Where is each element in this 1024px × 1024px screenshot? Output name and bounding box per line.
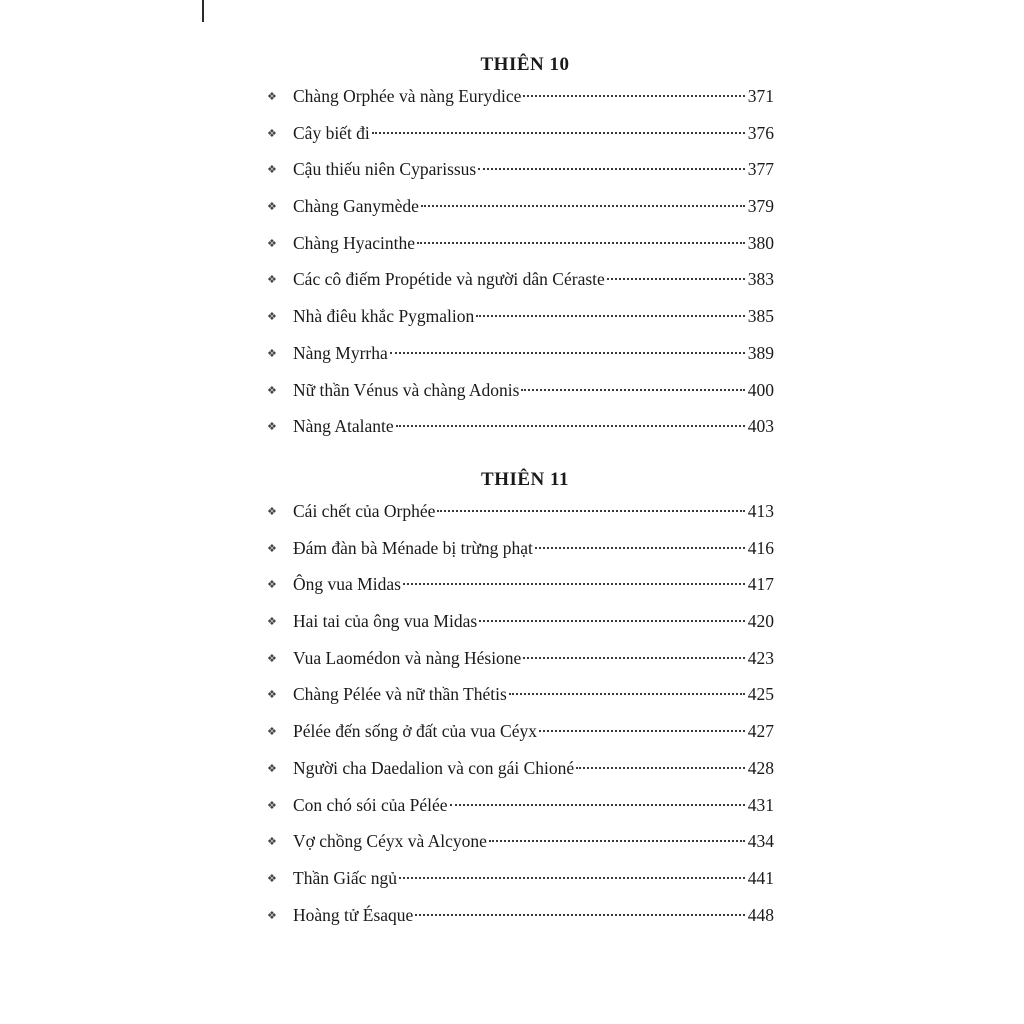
dot-leader [476, 315, 745, 317]
toc-entry [264, 86, 774, 123]
toc-entry [264, 269, 774, 306]
diamond-bullet-icon: ❖ [267, 201, 277, 214]
toc-entry-title: Vợ chồng Céyx và Alcyone [293, 831, 487, 852]
diamond-bullet-icon: ❖ [267, 652, 277, 665]
dot-leader [535, 547, 745, 549]
toc-entry-page-number: 383 [747, 269, 774, 290]
diamond-bullet-icon: ❖ [267, 347, 277, 360]
toc-entry-title: Nàng Myrrha [293, 342, 388, 363]
diamond-bullet-icon: ❖ [267, 311, 277, 324]
toc-entry-title: Vua Laomédon và nàng Hésione [293, 647, 522, 668]
dot-leader [417, 242, 745, 244]
toc-entry-page-number: 376 [747, 122, 774, 143]
toc-entry-title: Chàng Pélée và nữ thần Thétis [293, 684, 507, 705]
dot-leader [478, 168, 745, 170]
diamond-bullet-icon: ❖ [267, 91, 277, 103]
dot-leader [450, 804, 745, 806]
diamond-bullet-icon: ❖ [267, 164, 277, 177]
diamond-bullet-icon: ❖ [267, 237, 277, 250]
toc-entry-page-number: 380 [747, 232, 774, 253]
diamond-bullet-icon: ❖ [267, 506, 277, 518]
diamond-bullet-icon: ❖ [267, 726, 277, 739]
toc-entry [264, 648, 774, 685]
toc-entry [264, 684, 774, 721]
toc-entry [264, 721, 774, 758]
toc-entry-title: Chàng Ganymède [293, 196, 419, 217]
diamond-bullet-icon: ❖ [267, 579, 277, 592]
diamond-bullet-icon: ❖ [267, 384, 277, 397]
toc-entry-title: Ông vua Midas [293, 574, 401, 595]
toc-list [264, 86, 774, 453]
toc-entry-page-number: 434 [747, 831, 774, 852]
toc-entry [264, 795, 774, 832]
diamond-bullet-icon: ❖ [267, 909, 277, 922]
dot-leader [415, 914, 745, 916]
dot-leader [390, 352, 745, 354]
toc-entry-page-number: 431 [747, 794, 774, 815]
diamond-bullet-icon: ❖ [267, 872, 277, 885]
toc-entry [264, 233, 774, 270]
dot-leader [403, 583, 745, 585]
toc-entry [264, 574, 774, 611]
diamond-bullet-icon: ❖ [267, 689, 277, 702]
toc-entry [264, 196, 774, 233]
toc-entry [264, 343, 774, 380]
toc-entry-title: Chàng Hyacinthe [293, 232, 415, 253]
toc-entry [264, 538, 774, 575]
toc-entry-page-number: 428 [747, 757, 774, 778]
toc-entry-page-number: 400 [747, 379, 774, 400]
toc-section-thien-10 [264, 52, 774, 453]
toc-entry-page-number: 441 [747, 867, 774, 888]
diamond-bullet-icon: ❖ [267, 799, 277, 812]
toc-entry-page-number: 427 [747, 721, 774, 742]
toc-entry-title: Các cô điếm Propétide và người dân Céraste [293, 269, 605, 290]
diamond-bullet-icon: ❖ [267, 542, 277, 555]
toc-entry [264, 831, 774, 868]
toc-entry-page-number: 420 [747, 611, 774, 632]
toc-entry [264, 611, 774, 648]
dot-leader [509, 693, 745, 695]
toc-entry-page-number: 425 [747, 684, 774, 705]
dot-leader [489, 840, 745, 842]
toc-entry-title: Con chó sói của Pélée [293, 794, 448, 815]
toc-entry-page-number: 448 [747, 904, 774, 925]
toc-entry [264, 159, 774, 196]
dot-leader [396, 425, 745, 427]
toc-entry-title: Đám đàn bà Ménade bị trừng phạt [293, 537, 533, 558]
toc-entry [264, 758, 774, 795]
dot-leader [576, 767, 745, 769]
dot-leader [399, 877, 745, 879]
toc-list [264, 501, 774, 941]
toc-entry-title: Cậu thiếu niên Cyparissus [293, 159, 477, 180]
toc-entry-page-number: 377 [747, 159, 774, 180]
toc-entry [264, 416, 774, 453]
toc-entry-title: Thần Giấc ngủ [293, 867, 397, 888]
diamond-bullet-icon: ❖ [267, 421, 277, 434]
toc-entry-page-number: 417 [747, 574, 774, 595]
toc-entry-page-number: 371 [747, 86, 774, 106]
toc-entry-title: Hoàng tử Ésaque [293, 904, 414, 925]
toc-entry-title: Nhà điêu khắc Pygmalion [293, 306, 475, 327]
toc-entry [264, 868, 774, 905]
toc-entry-page-number: 413 [747, 501, 774, 521]
toc-entry [264, 380, 774, 417]
toc-entry-title: Chàng Orphée và nàng Eurydice [293, 86, 522, 106]
dot-leader [607, 278, 745, 280]
toc-entry-title: Nàng Atalante [293, 416, 394, 437]
diamond-bullet-icon: ❖ [267, 127, 277, 140]
toc-entry-page-number: 423 [747, 647, 774, 668]
dot-leader [521, 389, 745, 391]
toc-entry-page-number: 416 [747, 537, 774, 558]
dot-leader [421, 205, 745, 207]
dot-leader [523, 95, 745, 97]
section-heading: THIÊN 10 [480, 54, 570, 75]
toc-entry-page-number: 379 [747, 196, 774, 217]
toc-entry-title: Cây biết đi [293, 122, 370, 143]
diamond-bullet-icon: ❖ [267, 274, 277, 287]
dot-leader [437, 510, 745, 512]
toc-entry-title: Cái chết của Orphée [293, 501, 436, 521]
section-heading: THIÊN 11 [481, 469, 569, 490]
diamond-bullet-icon: ❖ [267, 616, 277, 629]
toc-entry [264, 306, 774, 343]
toc-entry-title: Nữ thần Vénus và chàng Adonis [293, 379, 520, 400]
dot-leader [479, 620, 745, 622]
toc-entry [264, 501, 774, 538]
dot-leader [523, 657, 745, 659]
toc-entry-title: Pélée đến sống ở đất của vua Céyx [293, 721, 537, 742]
toc-entry-page-number: 403 [747, 416, 774, 437]
dot-leader [539, 730, 745, 732]
toc-entry-page-number: 389 [747, 342, 774, 363]
toc-entry-title: Hai tai của ông vua Midas [293, 611, 478, 632]
toc-entry-title: Người cha Daedalion và con gái Chioné [293, 757, 575, 778]
diamond-bullet-icon: ❖ [267, 836, 277, 849]
toc-entry-page-number: 385 [747, 306, 774, 327]
margin-mark [202, 0, 204, 22]
toc-section-thien-11 [264, 467, 774, 941]
toc-entry [264, 905, 774, 942]
toc-entry [264, 123, 774, 160]
dot-leader [372, 132, 745, 134]
diamond-bullet-icon: ❖ [267, 762, 277, 775]
